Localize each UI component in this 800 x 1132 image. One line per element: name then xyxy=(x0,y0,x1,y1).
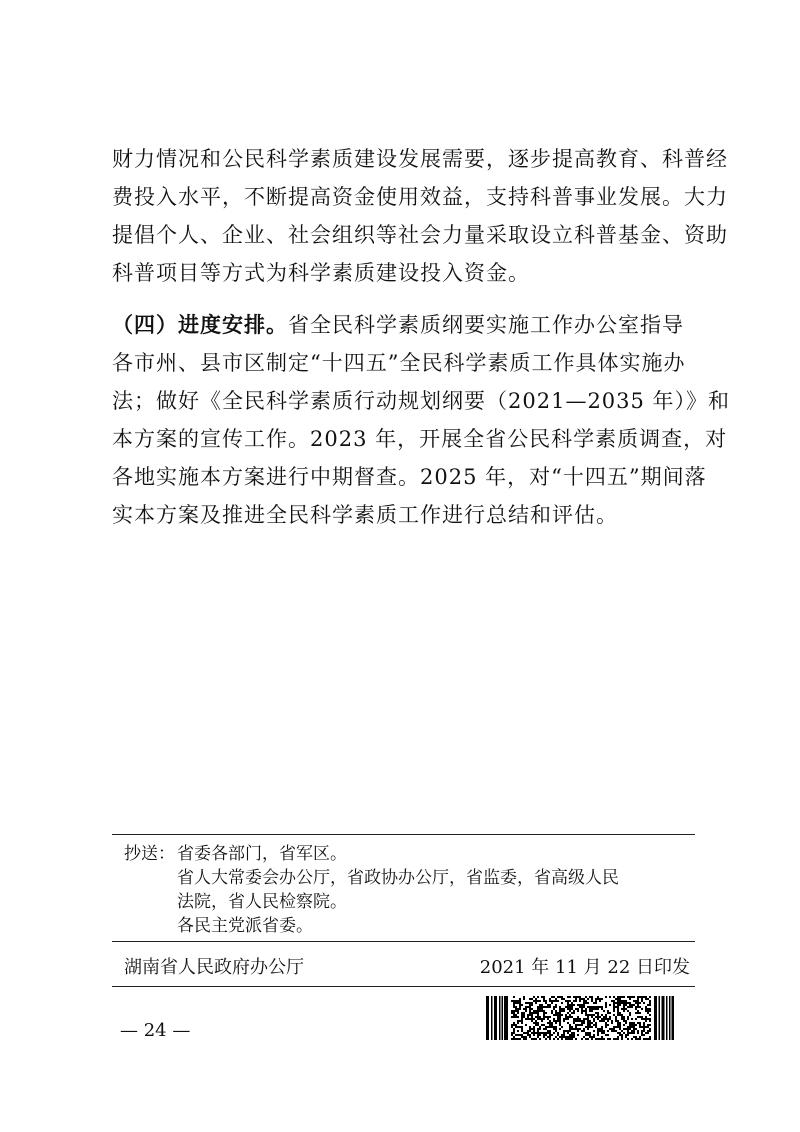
paragraph-line: 提倡个人、企业、社会组织等社会力量采取设立科普基金、资助 xyxy=(112,223,728,247)
paragraph-line: 财力情况和公民科学素质建设发展需要，逐步提高教育、科普经 xyxy=(112,147,728,171)
paragraph-line: 科普项目等方式为科学素质建设投入资金。 xyxy=(112,261,530,285)
cc-label: 抄送： xyxy=(124,844,175,864)
cc-line: 省人大常委会办公厅，省政协办公厅，省监委，省高级人民 xyxy=(177,868,619,888)
paragraph-line: 法；做好《全民科学素质行动规划纲要（2021—2035 年）》和 xyxy=(112,389,731,413)
issuing-office: 湖南省人民政府办公厅 xyxy=(124,957,304,978)
footer-bottom-rule xyxy=(112,986,695,987)
cc-line: 法院，省人民检察院。 xyxy=(177,892,347,912)
paragraph-line-rest: 省全民科学素质纲要实施工作办公室指导 xyxy=(288,313,684,337)
paragraph-line: 各市州、县市区制定“十四五”全民科学素质工作具体实施办 xyxy=(112,351,686,375)
cc-line: 各民主党派省委。 xyxy=(177,916,313,936)
section-heading: （四）进度安排。 xyxy=(112,312,288,337)
cc-block xyxy=(124,842,619,938)
issue-date: 2021 年 11 月 22 日印发 xyxy=(479,957,690,978)
footer-top-rule xyxy=(112,834,695,835)
paragraph-line xyxy=(112,306,692,344)
paragraph-funding xyxy=(112,140,728,292)
paragraph-line: 费投入水平，不断提高资金使用效益，支持科普事业发展。大力 xyxy=(112,185,728,209)
paragraph-schedule xyxy=(112,306,731,534)
cc-line: 省委各部门，省军区。 xyxy=(177,844,347,864)
footer-middle-rule xyxy=(112,941,695,942)
cc-row xyxy=(124,842,619,866)
page-number: — 24 — xyxy=(120,1020,191,1041)
paragraph-line: 各地实施本方案进行中期督查。2025 年，对“十四五”期间落 xyxy=(112,465,707,489)
paragraph-line: 本方案的宣传工作。2023 年，开展全省公民科学素质调查，对 xyxy=(112,427,728,451)
paragraph-line: 实本方案及推进全民科学素质工作进行总结和评估。 xyxy=(112,503,618,527)
barcode-icon xyxy=(486,996,674,1040)
